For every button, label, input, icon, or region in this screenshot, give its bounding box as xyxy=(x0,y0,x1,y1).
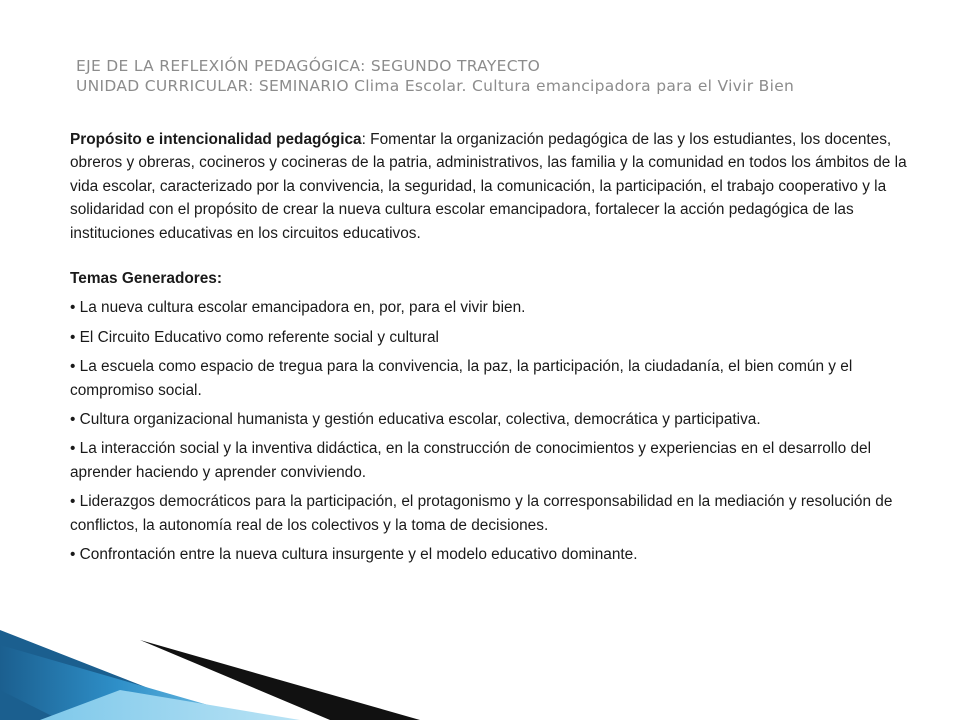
list-item: • La escuela como espacio de tregua para la convivencia, la paz, la participación, la ciudadanía, el bien común y el compromiso social. xyxy=(70,358,853,399)
list-item: • La nueva cultura escolar emancipadora en, por, para el vivir bien. xyxy=(70,299,526,317)
title-line-2: UNIDAD CURRICULAR: SEMINARIO Clima Escolar. Cultura emancipadora para el Vivir Bien xyxy=(76,77,795,95)
list-item: • Confrontación entre la nueva cultura insurgente y el modelo educativo dominante. xyxy=(70,546,638,564)
list-item: • El Circuito Educativo como referente social y cultural xyxy=(70,328,439,346)
purpose-paragraph xyxy=(70,128,916,245)
slide-title xyxy=(76,56,936,96)
slide-body xyxy=(70,128,916,573)
decorative-swoosh xyxy=(0,540,420,720)
list-item: • La interacción social y la inventiva didáctica, en la construcción de conocimientos y experiencias en el desarrollo del aprender haciendo y aprender conviviendo. xyxy=(70,440,872,481)
topics-list xyxy=(70,296,916,566)
title-line-1: EJE DE LA REFLEXIÓN PEDAGÓGICA: SEGUNDO TRAYECTO xyxy=(76,57,541,75)
list-item: • Cultura organizacional humanista y gestión educativa escolar, colectiva, democrática y participativa. xyxy=(70,411,761,429)
list-item: • Liderazgos democráticos para la participación, el protagonismo y la corresponsabilidad en la mediación y resolución de conflictos, la autonomía real de los colectivos y la toma de decisiones. xyxy=(70,493,893,534)
purpose-label: Propósito e intencionalidad pedagógica xyxy=(70,131,362,148)
topics-heading: Temas Generadores: xyxy=(70,270,222,288)
purpose-text: : Fomentar la organización pedagógica de las y los estudiantes, los docentes, obreros y obreras, cocineros y cocineras de la patria, administrativos, las familia y la comunidad en todos los ámbitos de la vida escolar, caracterizado por la convivencia, la seguridad, la comunicación, la participación, el trabajo cooperativo y la solidaridad con el propósito de crear la nueva cultura escolar emancipadora, fortalecer la acción pedagógica de las instituciones educativas en los circuitos educativos. xyxy=(70,131,907,242)
